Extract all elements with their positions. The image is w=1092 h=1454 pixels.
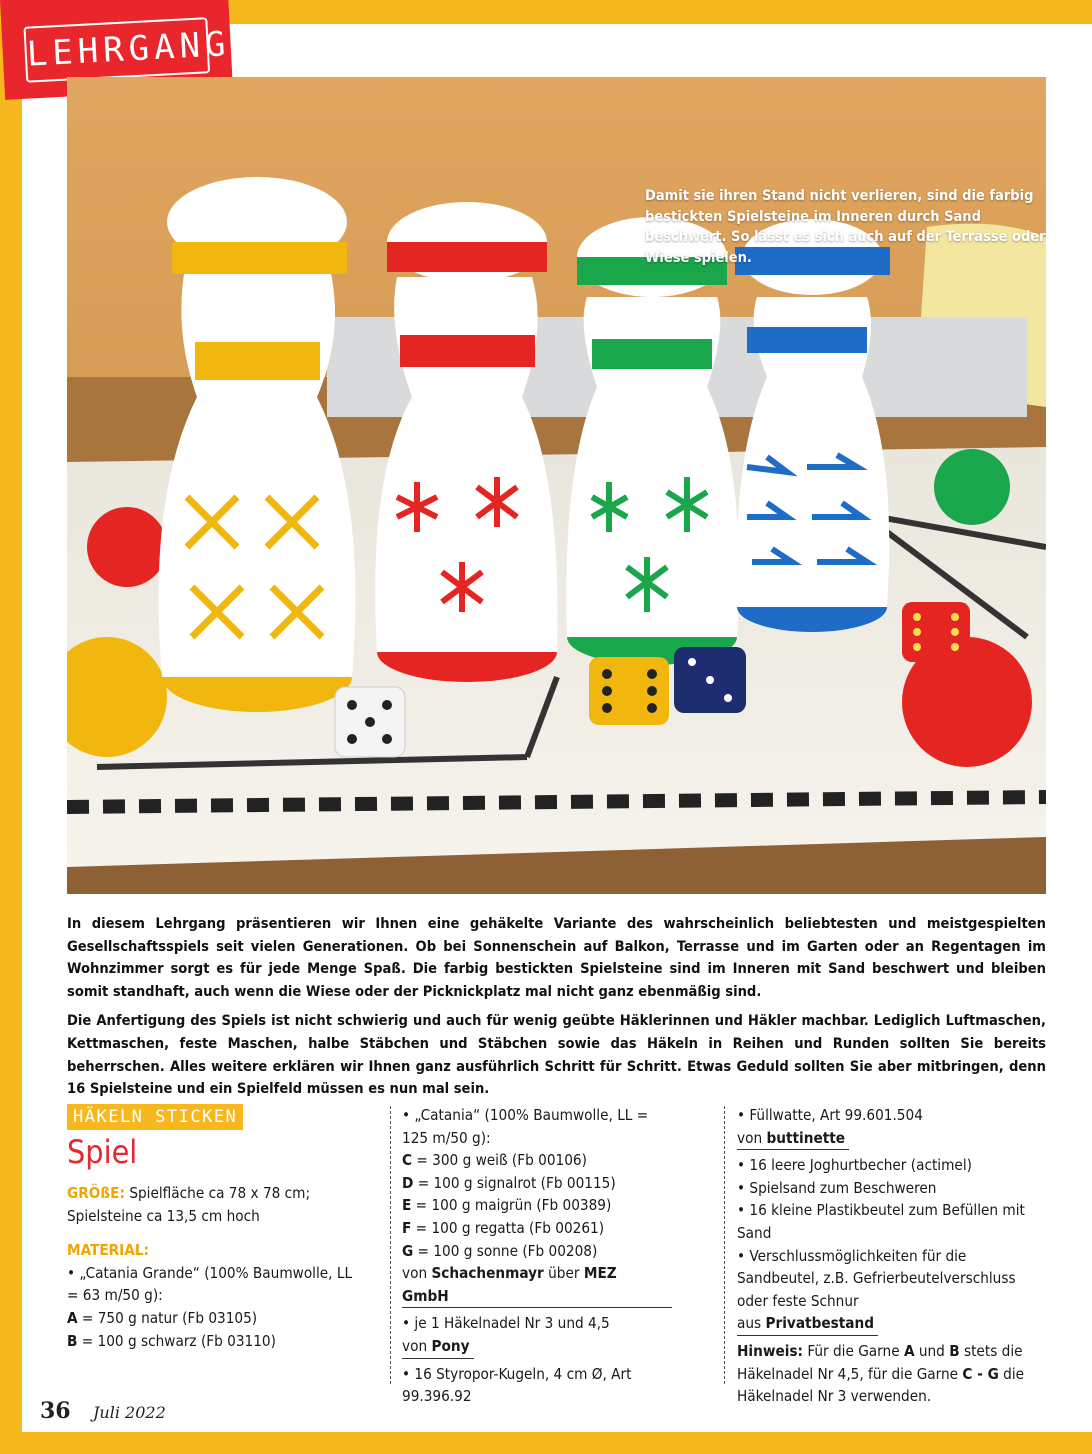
yarn-e: E = 100 g maigrün (Fb 00389) [402, 1196, 612, 1215]
yarn-b: B = 100 g schwarz (Fb 03110) [67, 1331, 276, 1350]
size-text: Spielfläche ca 78 x 78 cm; Spielsteine ca 13,5 cm hoch [67, 1184, 311, 1225]
materials-column-2 [402, 1104, 672, 1408]
board-red-circle [87, 507, 167, 587]
supplier-line: von buttinette [737, 1127, 849, 1151]
hero-photo [67, 77, 1046, 894]
yarn-g: G = 100 g sonne (Fb 00208) [402, 1241, 598, 1260]
yarn-d: D = 100 g signalrot (Fb 00115) [402, 1173, 616, 1192]
note: Hinweis: Für die Garne A und B stets die Häkelnadel Nr 4,5, für die Garne C - G die Häkelnadel Nr 3 verwenden. [737, 1341, 1025, 1406]
page-number: 36 [40, 1398, 71, 1424]
material-item: • je 1 Häkelnadel Nr 3 und 4,5 [402, 1314, 610, 1333]
yarn-f: F = 100 g regatta (Fb 00261) [402, 1218, 605, 1237]
column-divider-1 [390, 1106, 391, 1384]
material-item: • 16 Styropor-Kugeln, 4 cm Ø, Art 99.396.92 [402, 1364, 632, 1406]
yarn-c: C = 300 g weiß (Fb 00106) [402, 1151, 587, 1170]
board-border-stripe [67, 797, 1046, 807]
board-green-circle [934, 449, 1010, 525]
supplier-line: von Pony [402, 1335, 474, 1359]
material-item: • „Catania Grande“ (100% Baumwolle, LL = 63 m/50 g): [67, 1263, 353, 1305]
dice-white [335, 687, 405, 757]
issue-date: Juli 2022 [93, 1403, 166, 1422]
photo-caption: Damit sie ihren Stand nicht verlieren, sind die farbig bestickten Spielsteine im Inneren durch Sand beschwert. So lässt es sich auch auf der Terrasse oder Wiese spielen. [645, 188, 1046, 266]
material-item: • Verschlussmöglichkeiten für die Sandbeutel, z.B. Gefrierbeutelverschluss oder feste Schnur [737, 1246, 1016, 1310]
dice-yellow [589, 657, 669, 725]
section-badge-label: LEHRGANG [23, 17, 210, 83]
supplier-line: aus Privatbestand [737, 1312, 878, 1336]
dice-red [902, 602, 970, 662]
pin-yellow [159, 177, 356, 712]
material-item: • Spielsand zum Beschweren [737, 1178, 937, 1197]
materials-column-1 [67, 1104, 357, 1352]
size-label: GRÖßE: [67, 1184, 125, 1202]
dice-blue [674, 647, 746, 713]
intro-paragraph-1: In diesem Lehrgang präsentieren wir Ihnen eine gehäkelte Variante des wahrscheinlich beliebtesten und meistgespielten Gesellschaftsspiels seit vielen Generationen. Ob bei Sonnenschein auf Balkon, Terrasse und im Garten oder an Regentagen im Wohnzimmer sorgt es für jede Menge Spaß. Die farbig bestickten Spielsteine sind im Inneren mit Sand beschwert und bleiben somit standhaft, auch wenn die Wiese oder der Picknickplatz mal nicht ganz ebenmäßig sind. [67, 915, 1046, 1000]
materials-column-3 [737, 1104, 1049, 1408]
material-item: • 16 kleine Plastikbeutel zum Befüllen mit Sand [737, 1201, 1025, 1242]
intro-paragraph-2: Die Anfertigung des Spiels ist nicht schwierig und auch für wenig geübte Häklerinnen und Häkler machbar. Lediglich Luftmaschen, Kettmaschen, feste Maschen, halbe Stäbchen und Stäbchen sowie das Häkeln in Reihen und Runden sollten Sie bereits beherrschen. Alles weitere erklären wir Ihnen ganz ausführlich Schritt für Schritt. Etwas Geduld sollten Sie aber mitbringen, denn 16 Spielsteine und ein Spielfeld müssen es nun mal sein. [67, 1012, 1046, 1098]
size-info [67, 1182, 357, 1227]
article-title: Spiel [67, 1133, 138, 1171]
column-divider-2 [724, 1106, 725, 1384]
material-item: • 16 leere Joghurtbecher (actimel) [737, 1156, 972, 1175]
supplier-line: von Schachenmayr über MEZ GmbH [402, 1262, 672, 1308]
material-item: • „Catania“ (100% Baumwolle, LL = 125 m/50 g): [402, 1106, 649, 1147]
material-item: • Füllwatte, Art 99.601.504 [737, 1106, 923, 1124]
yarn-a: A = 750 g natur (Fb 03105) [67, 1308, 258, 1327]
material-label: MATERIAL: [67, 1241, 150, 1260]
intro-text [67, 913, 1046, 1108]
technique-tag: HÄKELN STICKEN [67, 1104, 243, 1130]
pin-green [566, 217, 739, 665]
